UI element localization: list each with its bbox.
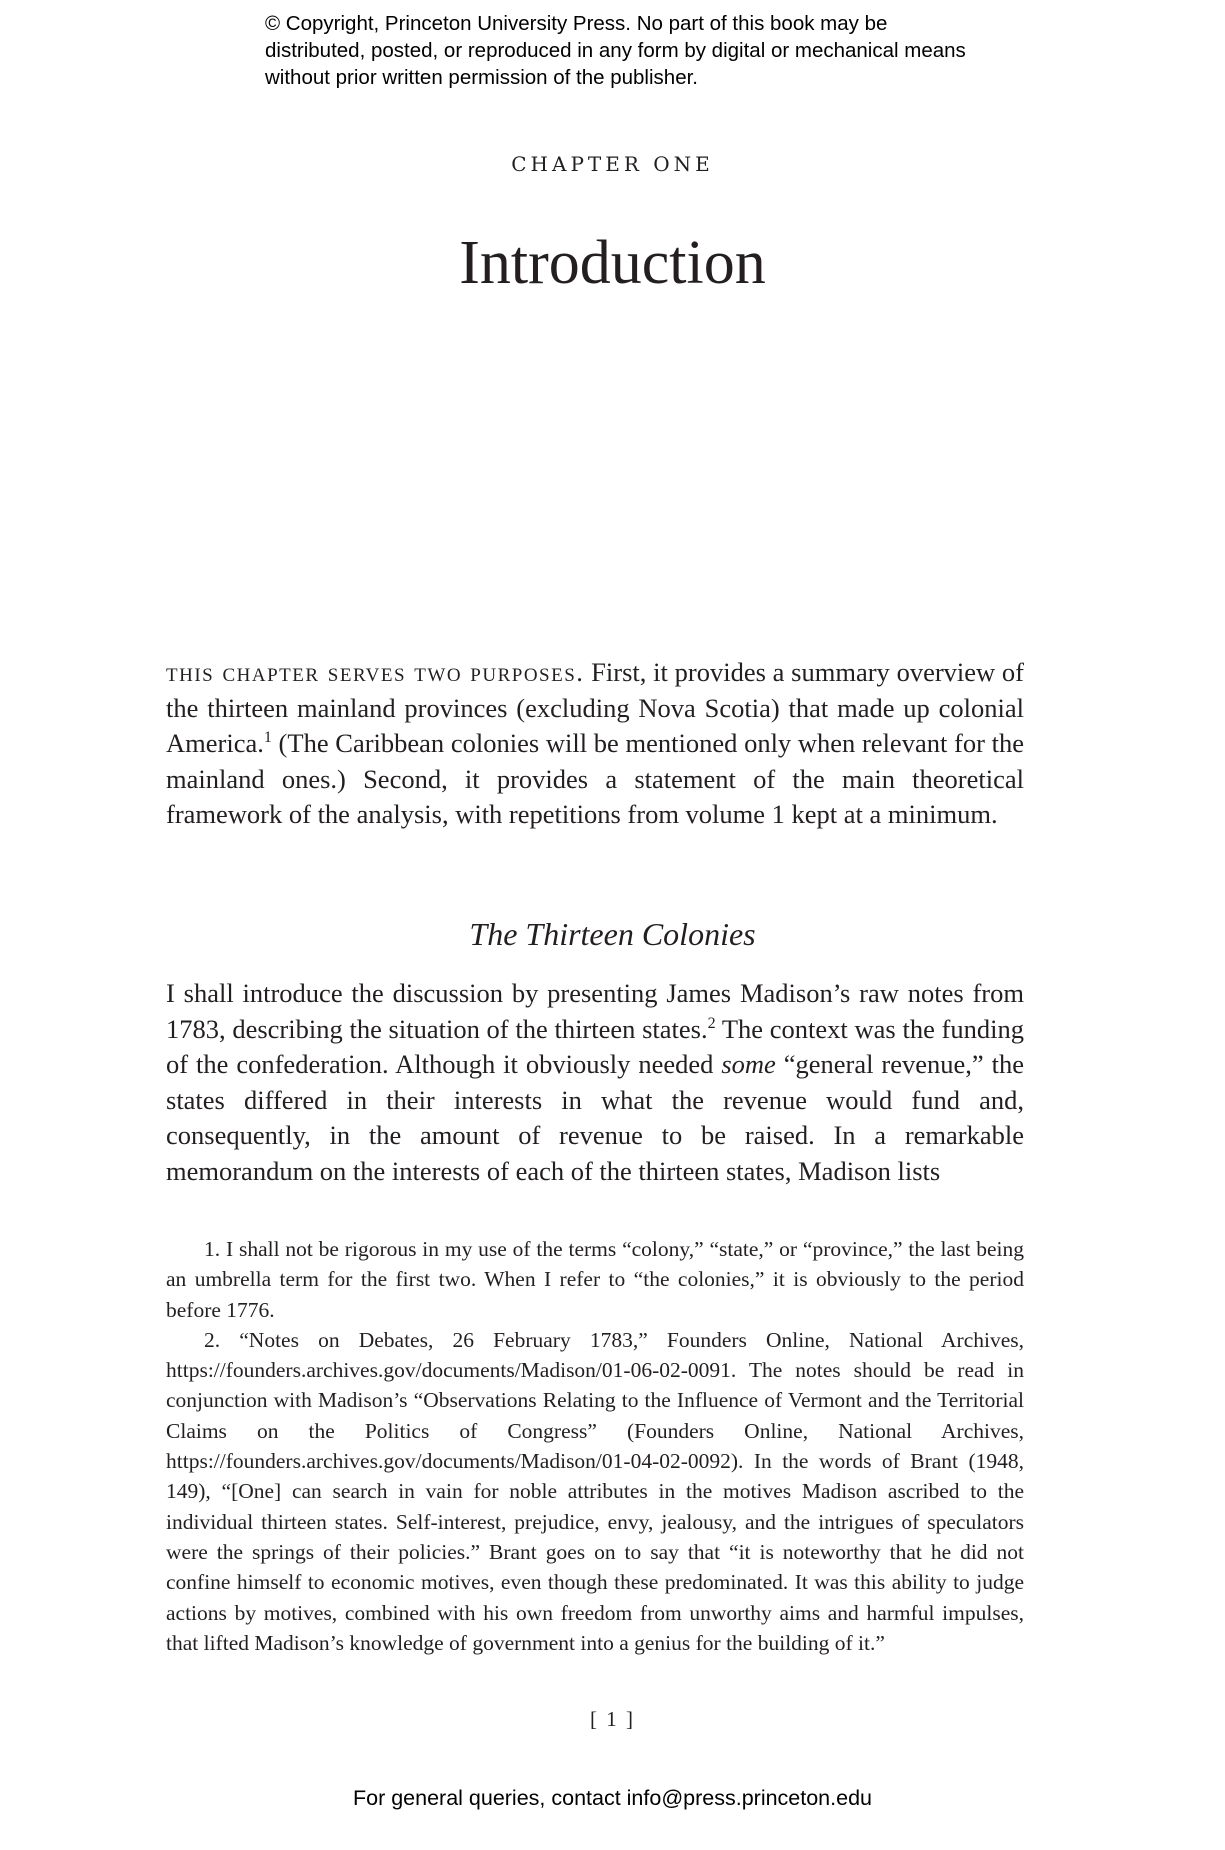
emphasis-text: some (721, 1049, 776, 1079)
section-text-end: “general revenue,” the states differed in their interests in what the revenue would fund and, consequently, in the amount of revenue to be raised. In a remarkable memorandum on the interests of each of the thirteen states, Madison lists (166, 1049, 1024, 1186)
intro-text: First, it provides a summary overview of the thirteen mainland provinces (excluding Nova Scotia) that made up colonial America. (166, 657, 1024, 758)
contact-footer: For general queries, contact info@press.princeton.edu (352, 1786, 872, 1810)
footnote-ref-2[interactable]: 2 (707, 1014, 716, 1032)
copyright-notice: © Copyright, Princeton University Press. No part of this book may be distributed, posted, or reproduced in any form by digital or mechanical means without prior written permission of the publisher. (265, 12, 966, 89)
chapter-title: Introduction (459, 229, 766, 297)
page-number: [ 1 ] (590, 1707, 635, 1731)
intro-lead-in: this chapter serves two purposes. (166, 657, 585, 687)
footnote-1: 1. I shall not be rigorous in my use of the terms “colony,” “state,” or “province,” the last being an umbrella term for the first two. When I refer to “the colonies,” it is obviously to the period before 1776. (166, 1237, 1024, 1322)
intro-paragraph (166, 655, 1024, 833)
footnote-ref-1[interactable]: 1 (263, 729, 272, 746)
intro-text-continued: (The Caribbean colonies will be mentioned only when relevant for the mainland ones.) Second, it provides a statement of the main theoretical framework of the analysis, with repetitions from volume 1 kept at a minimum. (166, 728, 1024, 829)
chapter-label: CHAPTER ONE (511, 152, 714, 176)
section-paragraph (166, 976, 1024, 1189)
section-text-continued: The context was the funding of the confederation. Although it obviously needed (166, 1013, 1024, 1079)
footnotes (166, 1234, 1024, 1658)
section-heading: The Thirteen Colonies (469, 916, 756, 952)
section-text: I shall introduce the discussion by presenting James Madison’s raw notes from 1783, describing the situation of the thirteen states. (166, 978, 1024, 1044)
footnote-2: 2. “Notes on Debates, 26 February 1783,” Founders Online, National Archives, https://founders.archives.gov/documents/Madison/01-06-02-0091. The notes should be read in conjunction with Madison’s “Observations Relating to the Influence of Vermont and the Territorial Claims on the Politics of Congress” (Founders Online, National Archives, https://founders.archives.gov/documents/Madison/01-04-02-0092). In the words of Brant (1948, 149), “[One] can search in vain for noble attributes in the motives Madison ascribed to the individual thirteen states. Self-interest, prejudice, envy, jealousy, and the intrigues of speculators were the springs of their policies.” Brant goes on to say that “it is noteworthy that he did not confine himself to economic motives, even though these predominated. It was this ability to judge actions by motives, combined with his own freedom from unworthy aims and harmful impulses, that lifted Madison’s knowledge of government into a genius for the building of it.” (166, 1327, 1024, 1655)
